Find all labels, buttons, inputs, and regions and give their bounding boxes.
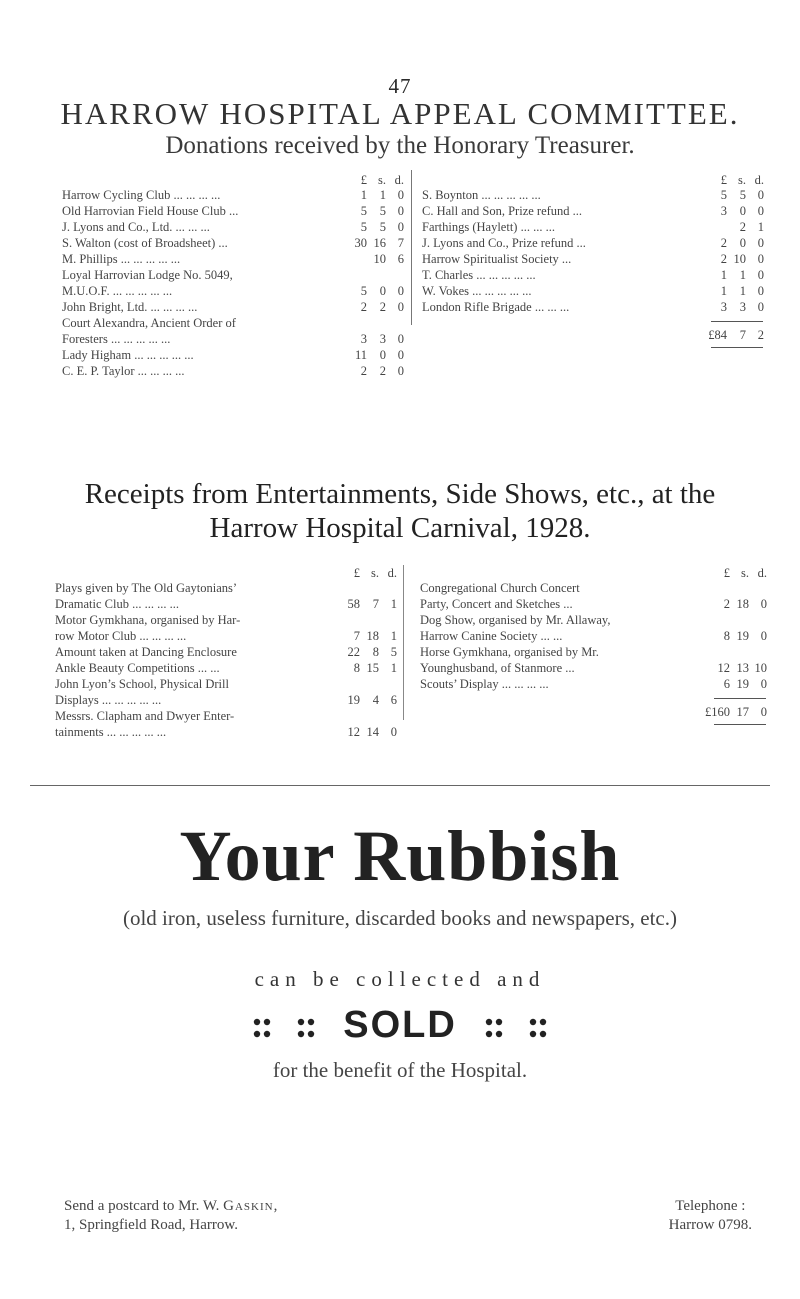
double-colon-ornament-icon (469, 1017, 505, 1039)
entry-name: Ankle Beauty Competitions ... ... (55, 661, 220, 675)
pounds-value: 1 (720, 268, 727, 282)
entry-name: Old Harrovian Field House Club ... (62, 204, 239, 218)
entry-name: Scouts’ Display ... ... ... ... (420, 677, 549, 691)
ledger-row (420, 596, 768, 612)
donations-subtitle: Donations received by the Honorary Treasurer. (165, 132, 635, 159)
entry-name: Younghusband, of Stanmore ... (420, 661, 575, 675)
total-shillings: 17 (736, 705, 749, 719)
ledger-row (422, 219, 765, 235)
shillings-value: 2 (739, 220, 746, 234)
entry-name: Party, Concert and Sketches ... (420, 597, 573, 611)
pounds-header: £ (360, 173, 367, 187)
pence-value: 0 (757, 204, 764, 218)
currency-header-row (62, 172, 405, 187)
receipts-title-line-2: Harrow Hospital Carnival, 1928. (209, 512, 591, 544)
currency-header-row (55, 565, 398, 580)
ledger-row (62, 219, 405, 235)
pounds-value: 5 (360, 220, 367, 234)
pence-value: 10 (754, 661, 767, 675)
total-rule (711, 321, 763, 322)
pounds-value: 8 (353, 661, 360, 675)
total-row (420, 704, 768, 720)
shillings-value: 2 (379, 364, 386, 378)
pounds-value: 1 (360, 188, 367, 202)
ledger-row (62, 187, 405, 203)
total-pounds: £84 (708, 328, 727, 342)
pounds-value: 5 (720, 188, 727, 202)
telephone-number: Harrow 0798. (668, 1217, 752, 1233)
shillings-header: s. (371, 566, 379, 580)
page-number: 47 (388, 74, 412, 98)
pounds-value: 19 (347, 693, 360, 707)
ledger-row (62, 283, 405, 299)
shillings-value: 16 (373, 236, 386, 250)
total-rule (714, 724, 766, 725)
ledger-row (55, 580, 398, 596)
shillings-value: 0 (739, 204, 746, 218)
shillings-value: 2 (379, 300, 386, 314)
pounds-value: 12 (717, 661, 730, 675)
entry-name: Displays ... ... ... ... ... (55, 693, 162, 707)
double-colon-ornament-icon (295, 1017, 331, 1039)
pence-value: 0 (397, 332, 404, 346)
pence-value: 0 (390, 725, 397, 739)
entry-name: tainments ... ... ... ... ... (55, 725, 167, 739)
ledger-row (62, 363, 405, 379)
shillings-header: s. (741, 566, 749, 580)
ledger-row (422, 267, 765, 283)
shillings-value: 19 (736, 629, 749, 643)
ledger-row (420, 644, 768, 660)
ledger-row (420, 676, 768, 692)
entry-name: Amount taken at Dancing Enclosure (55, 645, 237, 659)
entry-name: Dramatic Club ... ... ... ... (55, 597, 179, 611)
shillings-value: 10 (733, 252, 746, 266)
ledger-row (62, 235, 405, 251)
entry-name: Farthings (Haylett) ... ... ... (422, 220, 555, 234)
shillings-value: 3 (739, 300, 746, 314)
pence-header: d. (387, 566, 397, 580)
shillings-value: 5 (379, 220, 386, 234)
shillings-value: 5 (739, 188, 746, 202)
ledger-row (55, 724, 398, 740)
ledger-row (55, 708, 398, 724)
pence-value: 1 (757, 220, 764, 234)
ledger-row (422, 283, 765, 299)
entry-name: John Bright, Ltd. ... ... ... ... (62, 300, 198, 314)
shillings-value: 5 (379, 204, 386, 218)
pence-value: 0 (760, 597, 767, 611)
entry-name: M. Phillips ... ... ... ... ... (62, 252, 181, 266)
entry-name: Harrow Canine Society ... ... (420, 629, 563, 643)
total-pounds: £160 (705, 705, 730, 719)
ledger-row (55, 644, 398, 660)
ledger-row (62, 267, 405, 283)
shillings-value: 1 (739, 268, 746, 282)
ledger-row (420, 628, 768, 644)
ledger-row (62, 299, 405, 315)
pence-value: 6 (390, 693, 397, 707)
shillings-value: 1 (739, 284, 746, 298)
pence-value: 1 (390, 661, 397, 675)
entry-name: J. Lyons and Co., Prize refund ... (422, 236, 586, 250)
shillings-value: 18 (366, 629, 379, 643)
entry-name: Lady Higham ... ... ... ... ... (62, 348, 194, 362)
entry-name: Horse Gymkhana, organised by Mr. (420, 645, 599, 659)
pence-value: 0 (397, 220, 404, 234)
pence-value: 6 (397, 252, 404, 266)
sold-word: SOLD (343, 1004, 457, 1046)
pounds-value: 30 (354, 236, 367, 250)
shillings-value: 0 (379, 348, 386, 362)
pounds-value: 11 (354, 348, 367, 362)
entry-name: Dog Show, organised by Mr. Allaway, (420, 613, 611, 627)
ledger-row (420, 660, 768, 676)
shillings-value: 0 (379, 284, 386, 298)
pounds-value: 3 (720, 204, 727, 218)
donations-left-column (62, 172, 405, 379)
shillings-header: s. (378, 173, 386, 187)
advert-collected-line: can be collected and (254, 967, 546, 991)
shillings-value: 10 (373, 252, 386, 266)
column-divider (411, 170, 412, 325)
entry-name: M.U.O.F. ... ... ... ... ... (62, 284, 173, 298)
shillings-value: 14 (366, 725, 379, 739)
pounds-header: £ (353, 566, 360, 580)
pence-value: 0 (397, 204, 404, 218)
ledger-row (55, 660, 398, 676)
entry-name: T. Charles ... ... ... ... ... (422, 268, 536, 282)
pounds-value: 22 (347, 645, 360, 659)
column-divider (403, 565, 404, 720)
receipts-left-column (55, 565, 398, 740)
pounds-value: 3 (360, 332, 367, 346)
ledger-row (55, 676, 398, 692)
pounds-value: 2 (720, 236, 727, 250)
pence-value: 0 (757, 188, 764, 202)
pence-value: 1 (390, 597, 397, 611)
pence-value: 0 (757, 268, 764, 282)
total-row (422, 327, 765, 343)
entry-name: John Lyon’s School, Physical Drill (55, 677, 229, 691)
pence-value: 1 (390, 629, 397, 643)
page-title: HARROW HOSPITAL APPEAL COMMITTEE. (60, 96, 740, 131)
shillings-value: 15 (366, 661, 379, 675)
pence-value: 0 (397, 188, 404, 202)
ledger-row (62, 315, 405, 331)
double-colon-ornament-icon (251, 1017, 287, 1039)
pence-header: d. (394, 173, 404, 187)
shillings-value: 3 (379, 332, 386, 346)
entry-name: S. Walton (cost of Broadsheet) ... (62, 236, 228, 250)
shillings-value: 7 (372, 597, 379, 611)
telephone-block (669, 1197, 752, 1235)
shillings-value: 13 (736, 661, 749, 675)
entry-name: S. Boynton ... ... ... ... ... (422, 188, 541, 202)
telephone-label: Telephone : (675, 1198, 746, 1214)
shillings-value: 18 (736, 597, 749, 611)
section-divider (30, 785, 770, 786)
ledger-row (422, 235, 765, 251)
entry-name: C. Hall and Son, Prize refund ... (422, 204, 583, 218)
ledger-row (422, 187, 765, 203)
ledger-row (55, 596, 398, 612)
pence-value: 0 (757, 300, 764, 314)
ledger-row (420, 612, 768, 628)
entry-name: J. Lyons and Co., Ltd. ... ... ... (62, 220, 210, 234)
pounds-header: £ (720, 173, 727, 187)
pounds-header: £ (723, 566, 730, 580)
ledger-row (420, 580, 768, 596)
shillings-value: 8 (372, 645, 379, 659)
shillings-value: 1 (379, 188, 386, 202)
pence-value: 0 (397, 348, 404, 362)
entry-name: Messrs. Clapham and Dwyer Enter- (55, 709, 235, 723)
postcard-address (64, 1197, 278, 1235)
pounds-value: 12 (347, 725, 360, 739)
pounds-value: 5 (360, 204, 367, 218)
pounds-value: 5 (360, 284, 367, 298)
double-colon-ornament-icon (513, 1017, 549, 1039)
advert-sold-line (0, 1003, 800, 1047)
ledger-row (422, 203, 765, 219)
postcard-line-2: 1, Springfield Road, Harrow. (64, 1217, 238, 1233)
ledger-row (55, 692, 398, 708)
entry-name: W. Vokes ... ... ... ... ... (422, 284, 532, 298)
pence-value: 0 (757, 236, 764, 250)
currency-header-row (422, 172, 765, 187)
pounds-value: 2 (360, 300, 367, 314)
pounds-value: 58 (347, 597, 360, 611)
shillings-value: 0 (739, 236, 746, 250)
entry-name: Court Alexandra, Ancient Order of (62, 316, 236, 330)
postcard-line-1: Send a postcard to Mr. W. (64, 1198, 220, 1214)
entry-name: Loyal Harrovian Lodge No. 5049, (62, 268, 233, 282)
total-pence: 2 (757, 328, 764, 342)
entry-name: Harrow Cycling Club ... ... ... ... (62, 188, 221, 202)
total-rule (714, 698, 766, 699)
pence-value: 0 (757, 252, 764, 266)
ledger-row (422, 299, 765, 315)
entry-name: Foresters ... ... ... ... ... (62, 332, 171, 346)
total-shillings: 7 (739, 328, 746, 342)
pounds-value: 7 (353, 629, 360, 643)
receipts-right-column (420, 565, 768, 728)
shillings-value: 19 (736, 677, 749, 691)
pence-header: d. (757, 566, 767, 580)
ledger-row (55, 628, 398, 644)
currency-header-row (420, 565, 768, 580)
pounds-value: 2 (720, 252, 727, 266)
entry-name: Harrow Spiritualist Society ... (422, 252, 572, 266)
ledger-row (62, 251, 405, 267)
pounds-value: 2 (360, 364, 367, 378)
pence-value: 0 (757, 284, 764, 298)
advert-heading: Your Rubbish (179, 816, 621, 896)
pounds-value: 2 (723, 597, 730, 611)
pence-value: 5 (390, 645, 397, 659)
receipts-title-line-1: Receipts from Entertainments, Side Shows, etc., at the (84, 478, 716, 510)
pence-value: 0 (760, 629, 767, 643)
entry-name: Motor Gymkhana, organised by Har- (55, 613, 241, 627)
entry-name: Congregational Church Concert (420, 581, 580, 595)
entry-name: London Rifle Brigade ... ... ... (422, 300, 570, 314)
pence-value: 0 (760, 677, 767, 691)
donations-right-column (422, 172, 765, 351)
pounds-value: 6 (723, 677, 730, 691)
entry-name: C. E. P. Taylor ... ... ... ... (62, 364, 185, 378)
ledger-row (62, 203, 405, 219)
advert-subheading: (old iron, useless furniture, discarded books and newspapers, etc.) (122, 906, 677, 930)
entry-name: Plays given by The Old Gaytonians’ (55, 581, 238, 595)
pence-value: 0 (397, 364, 404, 378)
total-pence: 0 (760, 705, 767, 719)
ledger-row (422, 251, 765, 267)
pence-value: 7 (397, 236, 404, 250)
pence-value: 0 (397, 300, 404, 314)
ledger-row (55, 612, 398, 628)
entry-name: row Motor Club ... ... ... ... (55, 629, 187, 643)
postcard-name: Gaskin, (223, 1198, 279, 1214)
pounds-value: 8 (723, 629, 730, 643)
advert-benefit-line: for the benefit of the Hospital. (272, 1058, 528, 1082)
shillings-value: 4 (372, 693, 379, 707)
total-rule (711, 347, 763, 348)
pence-value: 0 (397, 284, 404, 298)
pounds-value: 3 (720, 300, 727, 314)
pounds-value: 1 (720, 284, 727, 298)
shillings-header: s. (738, 173, 746, 187)
ledger-row (62, 347, 405, 363)
receipts-title (0, 477, 800, 545)
ledger-row (62, 331, 405, 347)
pence-header: d. (754, 173, 764, 187)
